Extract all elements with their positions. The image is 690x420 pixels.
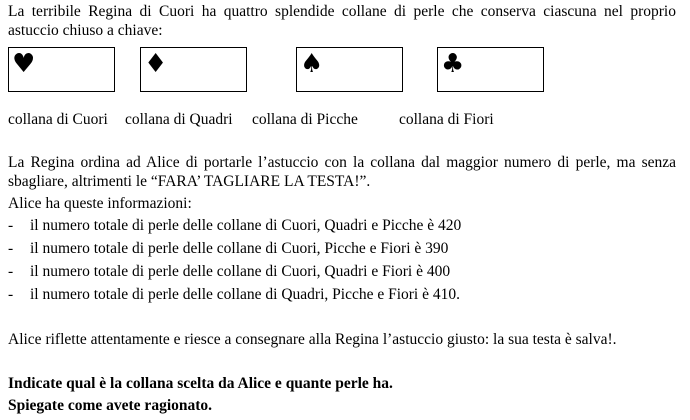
heart-icon: ♥ — [12, 49, 36, 79]
caption-picche: collana di Picche — [252, 111, 358, 128]
info-intro: Alice ha queste informazioni: — [8, 195, 192, 212]
intro-text: La terribile Regina di Cuori ha quattro splendide collane di perle che conserva ciascuna nel proprio astuccio chiuso a chiave: — [8, 3, 676, 39]
caption-quadri: collana di Quadri — [125, 111, 233, 128]
club-icon: ♣ — [441, 49, 465, 79]
info-item-1: il numero totale di perle delle collane di Cuori, Quadri e Picche è 420 — [30, 217, 462, 234]
jewel-box-quadri — [140, 47, 247, 92]
jewel-box-cuori — [8, 47, 115, 92]
info-item-3: il numero totale di perle delle collane di Cuori, Quadri e Fiori è 400 — [30, 263, 451, 280]
bullet-marker: - — [8, 217, 14, 234]
question-1: Indicate qual è la collana scelta da Alice e quante perle ha. — [8, 375, 393, 392]
bullet-marker: - — [8, 286, 14, 303]
caption-fiori: collana di Fiori — [399, 111, 494, 128]
info-item-2: il numero totale di perle delle collane di Cuori, Picche e Fiori è 390 — [30, 240, 449, 257]
spade-icon: ♠ — [300, 49, 324, 79]
bullet-marker: - — [8, 263, 14, 280]
jewel-box-fiori — [437, 47, 544, 92]
info-item-4: il numero totale di perle delle collane di Quadri, Picche e Fiori è 410. — [30, 286, 460, 303]
caption-cuori: collana di Cuori — [8, 111, 108, 128]
question-2: Spiegate come avete ragionato. — [8, 397, 213, 414]
queen-order-paragraph: La Regina ordina ad Alice di portarle l’astuccio con la collana dal maggior numero di perle, ma senza sbagliare, altrimenti le “FARA’ TAGLIARE LA TESTA!”. — [8, 154, 676, 190]
diamond-icon: ♦ — [144, 49, 168, 79]
bullet-marker: - — [8, 240, 14, 257]
jewel-box-picche — [296, 47, 403, 92]
conclusion-text: Alice riflette attentamente e riesce a consegnare alla Regina l’astuccio giusto: la sua testa è salva!. — [8, 331, 617, 348]
